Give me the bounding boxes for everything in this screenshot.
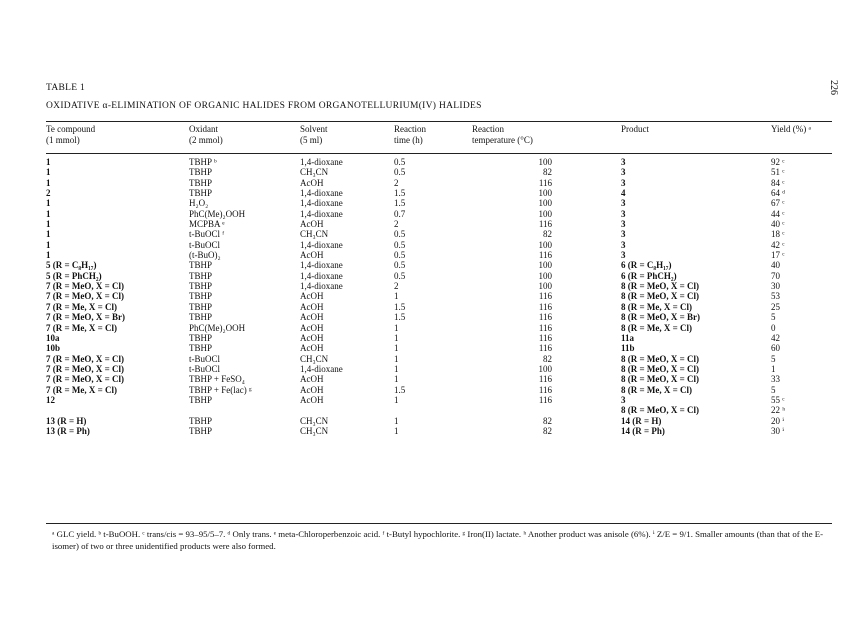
- cell-product: 4: [621, 188, 626, 199]
- cell-spacer: [552, 302, 621, 312]
- header-solvent-line2: (5 ml): [300, 135, 323, 145]
- cell-solvent: 1,4-dioxane: [300, 239, 343, 250]
- cell-yield: 60: [771, 343, 780, 354]
- table-row: [46, 156, 832, 167]
- cell-compound: 7 (R = Me, X = Cl): [46, 322, 117, 333]
- cell-product: 8 (R = MeO, X = Cl): [621, 405, 699, 416]
- cell-solvent: AcOH: [300, 291, 324, 302]
- cell-temp: 82: [543, 353, 552, 364]
- cell-product: 3: [621, 177, 626, 188]
- table-label: TABLE 1: [46, 83, 86, 93]
- cell-temp: 116: [538, 332, 552, 343]
- cell-solvent: [300, 405, 394, 415]
- cell-spacer: [552, 426, 621, 436]
- cell-solvent: 1,4-dioxane: [300, 157, 343, 167]
- cell-compound: 1: [46, 157, 51, 167]
- cell-compound: 10b: [46, 343, 61, 354]
- cell-yield: 55 ᶜ: [771, 394, 785, 405]
- cell-compound: [46, 405, 189, 415]
- header-compound-line1: Te compound: [46, 124, 96, 134]
- cell-spacer: [552, 312, 621, 322]
- table-row: [46, 178, 832, 188]
- cell-time: 1.5: [394, 198, 406, 209]
- cell-solvent: CH₃CN: [300, 425, 329, 436]
- cell-time: 1: [394, 415, 399, 426]
- cell-temp: 82: [543, 229, 552, 240]
- cell-oxidant: TBHP: [189, 343, 213, 354]
- table-row: [46, 395, 832, 405]
- cell-temp: 116: [538, 177, 552, 188]
- cell-product: 3: [621, 167, 626, 178]
- cell-oxidant: TBHP: [189, 281, 213, 292]
- cell-yield: 33: [771, 374, 780, 385]
- cell-yield: 5: [771, 384, 776, 395]
- cell-solvent: CH₃CN: [300, 415, 329, 426]
- cell-product: 3: [621, 198, 626, 209]
- cell-yield: 0: [771, 322, 776, 333]
- cell-temp: 100: [538, 188, 552, 199]
- cell-yield: 17 ᶜ: [771, 250, 785, 261]
- cell-solvent: 1,4-dioxane: [300, 208, 343, 219]
- header-temp: [472, 124, 552, 156]
- cell-compound: 1: [46, 167, 51, 178]
- cell-spacer: [552, 209, 621, 219]
- cell-time: 0.5: [394, 270, 406, 281]
- cell-yield: 42 ᶜ: [771, 239, 785, 250]
- cell-spacer: [552, 385, 621, 395]
- header-temp-line2: temperature (°C): [472, 135, 533, 145]
- table-row: [46, 343, 832, 353]
- cell-solvent: CH₃CN: [300, 229, 329, 240]
- cell-solvent: AcOH: [300, 219, 324, 230]
- cell-product: 8 (R = MeO, X = Cl): [621, 353, 699, 364]
- cell-spacer: [552, 260, 621, 270]
- cell-solvent: 1,4-dioxane: [300, 281, 343, 292]
- cell-product: 6 (R = C₈H₁₇): [621, 260, 672, 271]
- table-body: [46, 156, 832, 436]
- cell-product: 8 (R = MeO, X = Cl): [621, 363, 699, 374]
- table-row: [46, 188, 832, 198]
- cell-oxidant: TBHP: [189, 167, 213, 178]
- cell-oxidant: TBHP: [189, 260, 213, 271]
- cell-product: 3: [621, 157, 626, 167]
- cell-product: 3: [621, 219, 626, 230]
- cell-compound: 7 (R = MeO, X = Br): [46, 312, 125, 323]
- top-rule: [46, 121, 832, 122]
- header-time: [394, 124, 472, 156]
- cell-spacer: [552, 219, 621, 229]
- cell-compound: 1: [46, 219, 51, 230]
- table-row: [46, 374, 832, 384]
- cell-oxidant: TBHP ᵇ: [189, 157, 217, 167]
- cell-product: 11b: [621, 343, 635, 354]
- cell-spacer: [552, 364, 621, 374]
- cell-spacer: [552, 250, 621, 260]
- cell-temp: 82: [543, 167, 552, 178]
- cell-solvent: AcOH: [300, 250, 324, 261]
- cell-time: 1: [394, 332, 399, 343]
- cell-temp: 116: [538, 322, 552, 333]
- cell-time: 1: [394, 343, 399, 354]
- cell-time: 0.7: [394, 208, 406, 219]
- cell-time: 1.5: [394, 301, 406, 312]
- header-product-line1: Product: [621, 124, 649, 134]
- cell-product: 8 (R = MeO, X = Br): [621, 312, 700, 323]
- cell-time: 0.5: [394, 239, 406, 250]
- cell-temp: 116: [538, 250, 552, 261]
- cell-compound: 1: [46, 229, 51, 240]
- cell-solvent: 1,4-dioxane: [300, 270, 343, 281]
- cell-yield: 64 ᵈ: [771, 188, 786, 199]
- cell-yield: 40 ᶜ: [771, 219, 785, 230]
- cell-yield: 20 ⁱ: [771, 415, 785, 426]
- cell-time: 1: [394, 322, 399, 333]
- cell-solvent: AcOH: [300, 384, 324, 395]
- cell-oxidant: TBHP: [189, 312, 213, 323]
- cell-compound: 13 (R = H): [46, 415, 87, 426]
- cell-temp: 116: [538, 301, 552, 312]
- cell-time: 1: [394, 353, 399, 364]
- table-footnotes: ᵃ GLC yield. ᵇ t-BuOOH. ᶜ trans/cis = 93–95/5–7. ᵈ Only trans. ᵉ meta-Chloroperbenzoic acid. ᶠ t-Butyl hypochlorite. ᵍ Iron(II) lactate. ʰ Another product was anisole (6%). ⁱ Z/E = 9/1. Smaller amounts (than that of the E-isomer) of two or three unidentified products were also formed.: [52, 529, 824, 551]
- cell-oxidant: PhC(Me)₂OOH: [189, 208, 246, 219]
- header-solvent-line1: Solvent: [300, 124, 328, 134]
- header-oxidant: [189, 124, 300, 156]
- cell-solvent: AcOH: [300, 322, 324, 333]
- header-product: [621, 124, 771, 156]
- cell-time: 2: [394, 177, 399, 188]
- cell-yield: 67 ᶜ: [771, 198, 785, 209]
- cell-time: 1.5: [394, 188, 406, 199]
- cell-compound: 7 (R = Me, X = Cl): [46, 301, 117, 312]
- cell-product: 8 (R = MeO, X = Cl): [621, 374, 699, 385]
- table-row: [46, 291, 832, 301]
- cell-spacer: [552, 167, 621, 177]
- cell-product: 8 (R = Me, X = Cl): [621, 301, 692, 312]
- table-row: [46, 426, 832, 436]
- cell-yield: 92 ᶜ: [771, 157, 785, 167]
- cell-spacer: [552, 291, 621, 301]
- cell-yield: 18 ᶜ: [771, 229, 785, 240]
- cell-compound: 7 (R = MeO, X = Cl): [46, 374, 124, 385]
- cell-compound: 12: [46, 394, 55, 405]
- header-oxidant-line2: (2 mmol): [189, 135, 223, 145]
- cell-time: 0.5: [394, 250, 406, 261]
- cell-product: 14 (R = Ph): [621, 425, 665, 436]
- cell-product: 3: [621, 229, 626, 240]
- cell-temp: 100: [538, 260, 552, 271]
- table-row: [46, 312, 832, 322]
- table-row: [46, 209, 832, 219]
- cell-oxidant: t-BuOCl: [189, 239, 221, 250]
- cell-solvent: CH₃CN: [300, 167, 329, 178]
- cell-oxidant: TBHP: [189, 394, 213, 405]
- header-spacer: [552, 124, 621, 156]
- cell-solvent: AcOH: [300, 177, 324, 188]
- cell-oxidant: TBHP: [189, 188, 213, 199]
- cell-product: 3: [621, 239, 626, 250]
- cell-spacer: [552, 416, 621, 426]
- cell-solvent: 1,4-dioxane: [300, 188, 343, 199]
- data-table: [46, 124, 832, 436]
- cell-yield: 44 ᶜ: [771, 208, 785, 219]
- cell-oxidant: TBHP: [189, 332, 213, 343]
- cell-compound: 7 (R = MeO, X = Cl): [46, 353, 124, 364]
- cell-yield: 70: [771, 270, 780, 281]
- cell-temp: 116: [538, 374, 552, 385]
- table-row: [46, 260, 832, 270]
- table-row: [46, 281, 832, 291]
- cell-oxidant: TBHP: [189, 291, 213, 302]
- cell-oxidant: TBHP: [189, 425, 213, 436]
- cell-solvent: 1,4-dioxane: [300, 363, 343, 374]
- table-row: [46, 250, 832, 260]
- cell-solvent: AcOH: [300, 394, 324, 405]
- table-row: [46, 364, 832, 374]
- table-row: [46, 302, 832, 312]
- cell-solvent: 1,4-dioxane: [300, 198, 343, 209]
- cell-time: [394, 405, 472, 415]
- cell-compound: 5 (R = C₈H₁₇): [46, 260, 97, 271]
- cell-spacer: [552, 271, 621, 281]
- table-row: [46, 323, 832, 333]
- table-row: [46, 416, 832, 426]
- cell-solvent: 1,4-dioxane: [300, 260, 343, 271]
- cell-temp: [472, 405, 552, 415]
- cell-spacer: [552, 323, 621, 333]
- cell-spacer: [552, 198, 621, 208]
- cell-oxidant: t-BuOCl: [189, 353, 221, 364]
- cell-product: 8 (R = MeO, X = Cl): [621, 291, 699, 302]
- table-row: [46, 271, 832, 281]
- cell-compound: 13 (R = Ph): [46, 425, 90, 436]
- header-time-line1: Reaction: [394, 124, 426, 134]
- cell-time: 0.5: [394, 167, 406, 178]
- cell-temp: 100: [538, 198, 552, 209]
- cell-temp: 116: [538, 219, 552, 230]
- cell-oxidant: t-BuOCl ᶠ: [189, 229, 225, 240]
- cell-compound: 1: [46, 177, 51, 188]
- table-row: [46, 229, 832, 239]
- cell-product: 14 (R = H): [621, 415, 662, 426]
- cell-oxidant: PhC(Me)₂OOH: [189, 322, 246, 333]
- cell-compound: 1: [46, 208, 51, 219]
- cell-spacer: [552, 240, 621, 250]
- cell-time: 1: [394, 374, 399, 385]
- cell-product: 8 (R = Me, X = Cl): [621, 322, 692, 333]
- cell-temp: 100: [538, 281, 552, 292]
- cell-solvent: AcOH: [300, 374, 324, 385]
- cell-time: 0.5: [394, 260, 406, 271]
- table-row: [46, 385, 832, 395]
- table-title: OXIDATIVE α-ELIMINATION OF ORGANIC HALIDES FROM ORGANOTELLURIUM(IV) HALIDES: [46, 101, 482, 111]
- cell-time: 1.5: [394, 384, 406, 395]
- cell-spacer: [552, 374, 621, 384]
- page-number: 226: [828, 80, 839, 95]
- header-temp-line1: Reaction: [472, 124, 504, 134]
- cell-temp: 116: [538, 384, 552, 395]
- table-row: [46, 167, 832, 177]
- cell-oxidant: TBHP: [189, 415, 213, 426]
- cell-compound: 7 (R = Me, X = Cl): [46, 384, 117, 395]
- cell-yield: 84 ᶜ: [771, 177, 785, 188]
- cell-yield: 30 ⁱ: [771, 425, 785, 436]
- cell-yield: 5: [771, 312, 776, 323]
- header-oxidant-line1: Oxidant: [189, 124, 218, 134]
- cell-temp: 116: [538, 291, 552, 302]
- cell-spacer: [552, 188, 621, 198]
- cell-solvent: AcOH: [300, 301, 324, 312]
- cell-compound: 1: [46, 239, 51, 250]
- header-compound-line2: (1 mmol): [46, 135, 80, 145]
- cell-solvent: AcOH: [300, 343, 324, 354]
- cell-time: 0.5: [394, 229, 406, 240]
- cell-yield: 1: [771, 363, 776, 374]
- cell-spacer: [552, 229, 621, 239]
- cell-spacer: [552, 405, 621, 415]
- cell-product: 8 (R = MeO, X = Cl): [621, 281, 699, 292]
- cell-oxidant: TBHP: [189, 177, 213, 188]
- cell-product: 3: [621, 250, 626, 261]
- cell-oxidant: TBHP: [189, 301, 213, 312]
- header-compound: [46, 124, 189, 156]
- cell-oxidant: TBHP + FeSO₄: [189, 374, 245, 385]
- cell-yield: 30: [771, 281, 780, 292]
- cell-temp: 100: [538, 157, 552, 167]
- cell-temp: 100: [538, 239, 552, 250]
- cell-temp: 100: [538, 270, 552, 281]
- cell-time: 1.5: [394, 312, 406, 323]
- cell-temp: 116: [538, 343, 552, 354]
- cell-oxidant: TBHP + Fe(lac) ᵍ: [189, 384, 252, 395]
- cell-oxidant: t-BuOCl: [189, 363, 221, 374]
- cell-oxidant: (t-BuO)₂: [189, 250, 221, 261]
- table-row: [46, 198, 832, 208]
- cell-temp: 82: [543, 425, 552, 436]
- cell-solvent: AcOH: [300, 312, 324, 323]
- cell-yield: 5: [771, 353, 776, 364]
- cell-oxidant: [189, 405, 300, 415]
- cell-temp: 100: [538, 363, 552, 374]
- cell-spacer: [552, 333, 621, 343]
- header-time-line2: time (h): [394, 135, 423, 145]
- cell-compound: 10a: [46, 332, 60, 343]
- cell-compound: 7 (R = MeO, X = Cl): [46, 363, 124, 374]
- cell-yield: 25: [771, 301, 780, 312]
- header-yield-line1: Yield (%) ᵃ: [771, 124, 811, 134]
- cell-compound: 2: [46, 188, 51, 199]
- cell-spacer: [552, 178, 621, 188]
- cell-time: 1: [394, 425, 399, 436]
- cell-spacer: [552, 395, 621, 405]
- cell-time: 0.5: [394, 157, 406, 167]
- table-row: [46, 354, 832, 364]
- cell-temp: 82: [543, 415, 552, 426]
- bottom-rule: [46, 523, 832, 524]
- cell-temp: 116: [538, 394, 552, 405]
- header-row: [46, 124, 832, 156]
- header-yield: [771, 124, 832, 156]
- cell-product: 11a: [621, 332, 635, 343]
- cell-solvent: AcOH: [300, 332, 324, 343]
- cell-time: 2: [394, 281, 399, 292]
- cell-compound: 1: [46, 250, 51, 261]
- cell-spacer: [552, 156, 621, 167]
- cell-compound: 7 (R = MeO, X = Cl): [46, 281, 124, 292]
- cell-time: 1: [394, 363, 399, 374]
- cell-product: 3: [621, 208, 626, 219]
- cell-compound: 5 (R = PhCH₂): [46, 270, 102, 281]
- cell-product: 8 (R = Me, X = Cl): [621, 384, 692, 395]
- cell-spacer: [552, 354, 621, 364]
- header-solvent: [300, 124, 394, 156]
- cell-temp: 116: [538, 312, 552, 323]
- table-row: [46, 219, 832, 229]
- table-row: [46, 240, 832, 250]
- cell-spacer: [552, 281, 621, 291]
- cell-compound: 7 (R = MeO, X = Cl): [46, 291, 124, 302]
- cell-oxidant: H₂O₂: [189, 198, 209, 209]
- cell-time: 2: [394, 219, 399, 230]
- cell-yield: 40: [771, 260, 780, 271]
- cell-solvent: CH₃CN: [300, 353, 329, 364]
- cell-yield: 42: [771, 332, 780, 343]
- table-row: [46, 333, 832, 343]
- cell-time: 1: [394, 394, 399, 405]
- cell-oxidant: TBHP: [189, 270, 213, 281]
- cell-time: 1: [394, 291, 399, 302]
- cell-product: 6 (R = PhCH₂): [621, 270, 677, 281]
- cell-oxidant: MCPBA ᵉ: [189, 219, 225, 230]
- cell-yield: 51 ᶜ: [771, 167, 785, 178]
- cell-product: 3: [621, 394, 626, 405]
- table-row: [46, 405, 832, 415]
- cell-yield: 53: [771, 291, 780, 302]
- cell-compound: 1: [46, 198, 51, 209]
- cell-spacer: [552, 343, 621, 353]
- cell-yield: 22 ʰ: [771, 405, 786, 416]
- cell-temp: 100: [538, 208, 552, 219]
